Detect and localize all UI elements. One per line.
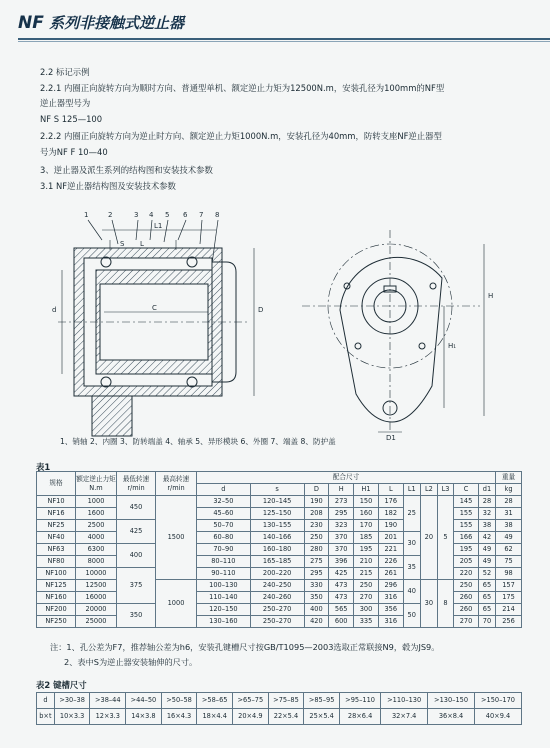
spec-table-body [37,496,522,628]
section-3: 3、逆止器及派生系列的结构图和安装技术参数 [40,165,213,175]
cell-model: NF10 [37,496,76,508]
cell-d: 50–70 [197,520,251,532]
col-C: C [454,484,479,496]
cell-kg: 98 [496,568,522,580]
cell-torque: 10000 [76,568,117,580]
keyway-table [36,692,522,725]
cell-d: 120–150 [197,604,251,616]
cell-L: 221 [378,544,403,556]
col-s: s [250,484,304,496]
cell-s: 165–185 [250,556,304,568]
cell-d: 32–50 [197,496,251,508]
table-row [37,580,522,592]
cell-C: 145 [454,496,479,508]
cell-kg: 28 [496,496,522,508]
section-2-2: 2.2 标记示例 [40,67,90,77]
cell-d1: 32 [478,508,495,520]
keyway-row-label: d [37,693,55,709]
keyway-range: >95–110 [339,693,380,709]
col-weight: 重量 [496,472,522,484]
cell-C: 205 [454,556,479,568]
cell-D: 350 [304,592,329,604]
section-2-2-1-line2: 逆止器型号为 [40,98,91,108]
cell-d: 100–130 [197,580,251,592]
cell-H: 565 [329,604,354,616]
cell-s: 140–166 [250,532,304,544]
keyway-row-label: b×t [37,709,55,725]
cell-d: 80–110 [197,556,251,568]
callout-6: 6 [183,211,188,219]
cell-s: 250–270 [250,604,304,616]
cell-C: 250 [454,580,479,592]
cell-s: 250–270 [250,616,304,628]
cell-L2: 30 [420,580,437,628]
keyway-size: 14×3.8 [126,709,162,725]
cell-L: 226 [378,556,403,568]
cell-min-speed: 450 [117,496,156,520]
cell-model: NF100 [37,568,76,580]
cell-s: 240–260 [250,592,304,604]
col-kg: kg [496,484,522,496]
keyway-size: 40×9.4 [475,709,522,725]
cell-L1: 35 [403,556,420,580]
cell-D: 280 [304,544,329,556]
cell-s: 120–145 [250,496,304,508]
note-2: 2、表中S为逆止器安装轴伸的尺寸。 [64,657,198,667]
cell-L: 261 [378,568,403,580]
cell-C: 155 [454,520,479,532]
cell-H1: 210 [354,556,379,568]
cell-d: 70–90 [197,544,251,556]
cell-D: 230 [304,520,329,532]
cell-L: 316 [378,592,403,604]
cell-H1: 215 [354,568,379,580]
cell-kg: 38 [496,520,522,532]
cell-D: 330 [304,580,329,592]
cell-min-speed: 350 [117,604,156,628]
col-L3: L3 [437,484,453,496]
model-code-example-1: NF S 125—100 [40,114,103,124]
cell-d: 45–60 [197,508,251,520]
cell-L1: 30 [403,532,420,556]
cell-D: 250 [304,532,329,544]
cell-d1: 49 [478,544,495,556]
col-H: H [329,484,354,496]
col-d1: d1 [478,484,495,496]
callout-1: 1 [84,211,89,219]
section-view [58,220,254,436]
cell-torque: 4000 [76,532,117,544]
spec-table [36,471,522,628]
keyway-range: >130–150 [428,693,475,709]
col-L2: L2 [420,484,437,496]
cell-d1: 65 [478,604,495,616]
cell-model: NF25 [37,520,76,532]
cell-model: NF200 [37,604,76,616]
keyway-size: 36×8.4 [428,709,475,725]
dim-d: d [52,306,57,314]
callout-2: 2 [108,211,113,219]
cell-C: 195 [454,544,479,556]
cell-D: 295 [304,568,329,580]
cell-L1: 40 [403,580,420,604]
cell-torque: 25000 [76,616,117,628]
cell-L1: 50 [403,604,420,628]
cell-D: 420 [304,616,329,628]
cell-C: 166 [454,532,479,544]
dim-H1: H₁ [448,342,457,350]
cell-d1: 42 [478,532,495,544]
section-2-2-2-line2: 号为NF F 10—40 [40,147,108,157]
page-title: NF 系列非接触式逆止器 [18,13,185,33]
cell-model: NF250 [37,616,76,628]
cell-H: 473 [329,592,354,604]
cell-torque: 20000 [76,604,117,616]
callout-8: 8 [215,211,220,219]
cell-L: 316 [378,616,403,628]
table2-label: 表2 键槽尺寸 [36,680,87,690]
col-d: d [197,484,251,496]
cell-kg: 31 [496,508,522,520]
cell-H: 600 [329,616,354,628]
keyway-range: >65–75 [233,693,269,709]
cell-H1: 160 [354,508,379,520]
col-fit-dimensions: 配合尺寸 [197,472,496,484]
figure-caption: 1、销轴 2、内圈 3、防转端盖 4、轴承 5、异形模块 6、外圈 7、端盖 8、防护盖 [60,437,336,446]
cell-H1: 195 [354,544,379,556]
cell-H: 425 [329,568,354,580]
note-1: 注：1、孔公差为F7，推荐轴公差为h6，安装孔键槽尺寸按GB/T1095—2003选取正常联接N9，毂为JS9。 [50,642,440,652]
cell-H1: 270 [354,592,379,604]
callout-3: 3 [134,211,139,219]
cell-torque: 6300 [76,544,117,556]
cell-max-speed: 1000 [156,580,197,628]
cell-kg: 62 [496,544,522,556]
cell-min-speed: 425 [117,520,156,544]
cell-d1: 38 [478,520,495,532]
dim-L1: L1 [154,222,163,230]
cell-H1: 300 [354,604,379,616]
keyway-size: 28×6.4 [339,709,380,725]
cell-H: 370 [329,544,354,556]
cell-C: 260 [454,592,479,604]
cell-model: NF80 [37,556,76,568]
cell-kg: 157 [496,580,522,592]
cell-C: 270 [454,616,479,628]
dim-C: C [152,304,157,312]
cell-H: 273 [329,496,354,508]
cell-d: 90–110 [197,568,251,580]
keyway-range: >75–85 [268,693,304,709]
cell-L2: 20 [420,496,437,580]
cell-model: NF160 [37,592,76,604]
cell-d: 110–140 [197,592,251,604]
col-max-speed: 最高转速r/min [156,472,197,496]
cell-d1: 65 [478,592,495,604]
cell-L: 296 [378,580,403,592]
cell-d1: 70 [478,616,495,628]
cell-H: 323 [329,520,354,532]
cell-kg: 75 [496,556,522,568]
col-H1: H1 [354,484,379,496]
cell-H1: 170 [354,520,379,532]
col-torque: 额定逆止力矩N.m [76,472,117,496]
cell-torque: 1000 [76,496,117,508]
cell-L: 182 [378,508,403,520]
cell-L3: 8 [437,580,453,628]
keyway-range: >110–130 [381,693,428,709]
cell-L1: 25 [403,496,420,532]
section-3-1: 3.1 NF逆止器结构图及安装技术参数 [40,181,176,191]
cell-D: 400 [304,604,329,616]
cell-L: 201 [378,532,403,544]
table1-label: 表1 [36,462,51,472]
keyway-range: >38–44 [90,693,126,709]
keyway-range: >50–58 [161,693,197,709]
dim-L: L [140,240,144,248]
cell-min-speed: 375 [117,568,156,604]
section-2-2-1-line1: 2.2.1 内圈正向旋转方向为顺时方向、普通型单机、额定逆止力矩为12500N.m，安装孔径为100mm的NF型 [40,83,445,93]
cell-model: NF63 [37,544,76,556]
cell-model: NF40 [37,532,76,544]
col-min-speed: 最低转速r/min [117,472,156,496]
cell-min-speed: 400 [117,544,156,568]
callout-4: 4 [149,211,154,219]
cell-kg: 175 [496,592,522,604]
cell-d1: 65 [478,580,495,592]
table-row [37,496,522,508]
keyway-value-row [37,709,522,725]
cell-H: 295 [329,508,354,520]
dim-D1: D1 [386,434,396,442]
cell-torque: 16000 [76,592,117,604]
dim-H: H [488,292,494,300]
cell-L: 176 [378,496,403,508]
cell-model: NF125 [37,580,76,592]
cell-H1: 185 [354,532,379,544]
cell-d: 130–160 [197,616,251,628]
keyway-header-row [37,693,522,709]
keyway-size: 12×3.3 [90,709,126,725]
keyway-size: 22×5.4 [268,709,304,725]
keyway-size: 16×4.3 [161,709,197,725]
dim-S: S [120,240,125,248]
col-L1: L1 [403,484,420,496]
cell-L: 356 [378,604,403,616]
cell-C: 260 [454,604,479,616]
cell-s: 160–180 [250,544,304,556]
cell-H1: 150 [354,496,379,508]
cell-C: 220 [454,568,479,580]
page-header [0,0,550,44]
col-model: 规格 [37,472,76,496]
cell-torque: 8000 [76,556,117,568]
cell-s: 125–150 [250,508,304,520]
cell-torque: 1600 [76,508,117,520]
cell-kg: 214 [496,604,522,616]
cell-model: NF16 [37,508,76,520]
keyway-size: 20×4.9 [233,709,269,725]
callout-7: 7 [199,211,204,219]
cell-s: 130–155 [250,520,304,532]
cell-H: 370 [329,532,354,544]
keyway-size: 18×4.4 [197,709,233,725]
cell-d1: 52 [478,568,495,580]
cell-d: 60–80 [197,532,251,544]
cell-s: 240–250 [250,580,304,592]
col-D: D [304,484,329,496]
cell-H: 396 [329,556,354,568]
keyway-size: 32×7.4 [381,709,428,725]
cell-L3: 5 [437,496,453,580]
cell-H1: 335 [354,616,379,628]
cell-D: 208 [304,508,329,520]
col-L: L [378,484,403,496]
header-rule [18,38,550,40]
cell-H: 473 [329,580,354,592]
section-2-2-2-line1: 2.2.2 内圈正向旋转方向为逆止时方向、额定逆止力矩1000N.m，安装孔径为40mm，防转支座NF逆止器型 [40,131,442,141]
keyway-range: >44–50 [126,693,162,709]
end-view [302,230,484,432]
cell-C: 155 [454,508,479,520]
cell-torque: 2500 [76,520,117,532]
cell-D: 275 [304,556,329,568]
keyway-size: 25×5.4 [304,709,340,725]
dim-D: D [258,306,264,314]
callout-5: 5 [165,211,170,219]
keyway-range: >30–38 [54,693,90,709]
cell-kg: 256 [496,616,522,628]
cell-d1: 49 [478,556,495,568]
cell-d1: 28 [478,496,495,508]
cell-kg: 49 [496,532,522,544]
keyway-range: >58–65 [197,693,233,709]
cell-H1: 250 [354,580,379,592]
cell-s: 200–220 [250,568,304,580]
table-header-row [37,472,522,484]
structure-drawing [40,200,510,450]
keyway-range: >85–95 [304,693,340,709]
keyway-range: >150–170 [475,693,522,709]
cell-max-speed: 1500 [156,496,197,580]
header-rule-thin [18,41,550,42]
cell-torque: 12500 [76,580,117,592]
keyway-size: 10×3.3 [54,709,90,725]
cell-D: 190 [304,496,329,508]
cell-L: 190 [378,520,403,532]
